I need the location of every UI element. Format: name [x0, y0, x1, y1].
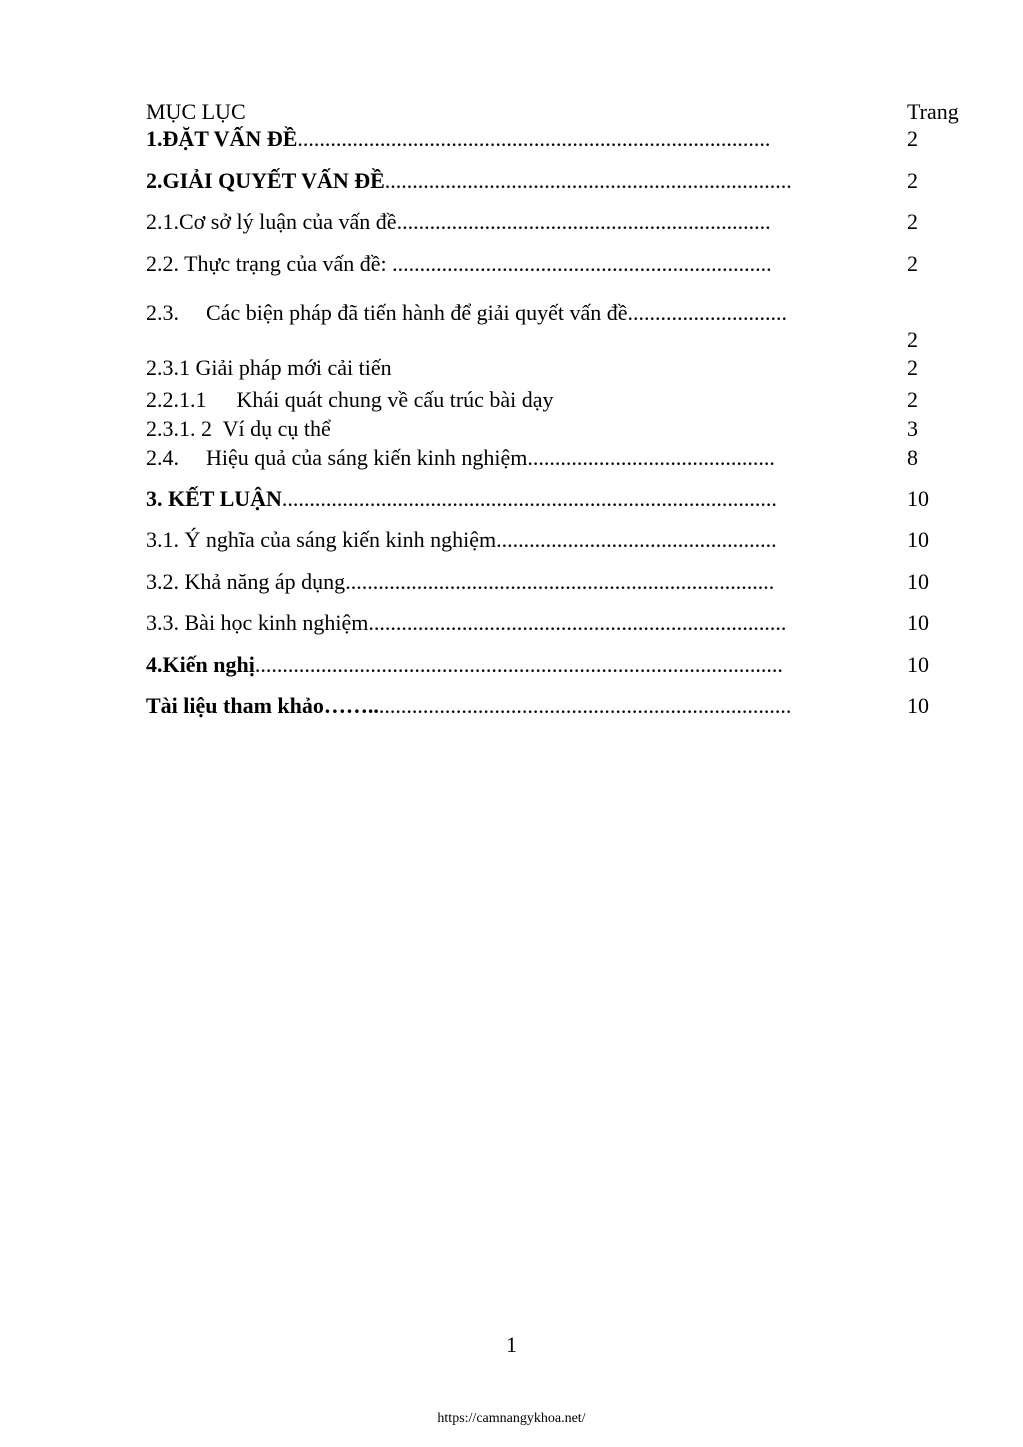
toc-leader-dots: ..........................................................................: [384, 168, 792, 193]
toc-leader-dots: .....................................................................: [392, 251, 772, 276]
toc-leader-dots: ............................................................................: [368, 610, 787, 635]
toc-entry-giai-phap-moi: [146, 354, 936, 382]
toc-entry-label: 4.Kiến nghị: [146, 652, 255, 677]
toc-entry-label: Khái quát chung về cấu trúc bài dạy: [236, 387, 554, 412]
toc-entry-number: 2.2.1.1: [146, 387, 207, 412]
toc-entry-bien-phap-page-line: [146, 326, 936, 354]
page-column-label: Trang: [907, 99, 959, 124]
toc-title: MỤC LỤC: [146, 99, 246, 124]
toc-entry-label: 3.2. Khả năng áp dụng: [146, 569, 346, 594]
toc-entry-co-so-ly-luan: [146, 208, 936, 236]
toc-leader-dots: ................................................................................................: [254, 652, 783, 677]
toc-entry-page: 2: [907, 327, 918, 352]
toc-entry-label: 3. KẾT LUẬN: [146, 486, 282, 511]
toc-entry-label: 2.3.1. 2 Ví dụ cụ thể: [146, 416, 331, 441]
toc-entry-page: 10: [907, 693, 929, 718]
toc-entry-ket-luan: [146, 485, 936, 513]
toc-entry-label: 1.ĐẶT VẤN ĐỀ: [146, 126, 298, 151]
toc-header: [146, 99, 966, 127]
toc-entry-page: 10: [907, 610, 929, 635]
toc-entry-page: 10: [907, 486, 929, 511]
toc-entry-label: Tài liệu tham khảo……..: [146, 693, 379, 718]
toc-entry-khai-quat-chung: [146, 386, 936, 414]
toc-entry-label: 2.3.1 Giải pháp mới cải tiến: [146, 355, 392, 380]
toc-entry-label: 2.1.Cơ sở lý luận của vấn đề: [146, 209, 397, 234]
toc-entry-kien-nghi: [146, 651, 936, 679]
toc-entry-page: 3: [907, 416, 918, 441]
toc-leader-dots: ......................................................................................: [297, 126, 771, 151]
toc-entry-page: 2: [907, 387, 918, 412]
footer-url[interactable]: https://camnangykhoa.net/: [437, 1411, 586, 1426]
toc-entry-label: 3.3. Bài học kinh nghiệm: [146, 610, 369, 635]
toc-entry-label: 2.2. Thực trạng của vấn đề:: [146, 251, 393, 276]
toc-entry-page: 2: [907, 209, 918, 234]
toc-entry-tai-lieu-tham-khao: [146, 692, 936, 720]
toc-entry-kha-nang-ap-dung: [146, 568, 936, 596]
toc-leader-dots: ..............................................................................: [345, 569, 775, 594]
toc-entry-page: 8: [907, 445, 918, 470]
toc-entry-bien-phap: [146, 299, 936, 327]
toc-entry-bai-hoc: [146, 609, 936, 637]
toc-entry-page: 2: [907, 355, 918, 380]
toc-leader-dots: .............................: [627, 300, 788, 325]
toc-entry-label: 3.1. Ý nghĩa của sáng kiến kinh nghiệm: [146, 527, 497, 552]
toc-entry-label: 2.GIẢI QUYẾT VẤN ĐỀ: [146, 168, 385, 193]
toc-entry-page: 10: [907, 652, 929, 677]
toc-entry-number: 2.4.: [146, 445, 179, 470]
toc-leader-dots: .............................................: [527, 445, 775, 470]
toc-entry-page: 10: [907, 569, 929, 594]
toc-leader-dots: ....................................................................: [396, 209, 771, 234]
toc-entry-page: 2: [907, 126, 918, 151]
toc-leader-dots: ..........................................................................................: [281, 486, 777, 511]
toc-entry-label: Các biện pháp đã tiến hành để giải quyết vấn đề: [206, 300, 628, 325]
toc-entry-y-nghia: [146, 526, 936, 554]
toc-entry-vi-du-cu-the: [146, 415, 936, 443]
toc-entry-number: 2.3.: [146, 300, 179, 325]
toc-entry-page: 10: [907, 527, 929, 552]
toc-entry-label: Hiệu quả của sáng kiến kinh nghiệm: [206, 445, 528, 470]
toc-leader-dots: ...................................................: [496, 527, 777, 552]
toc-entry-hieu-qua: [146, 444, 936, 472]
toc-entry-thuc-trang: [146, 250, 936, 278]
toc-entry-dat-van-de: [146, 125, 936, 153]
page-number: 1: [506, 1332, 517, 1357]
toc-entry-page: 2: [907, 251, 918, 276]
toc-entry-page: 2: [907, 168, 918, 193]
toc-entry-giai-quyet-van-de: [146, 167, 936, 195]
toc-leader-dots: ...........................................................................: [378, 693, 792, 718]
